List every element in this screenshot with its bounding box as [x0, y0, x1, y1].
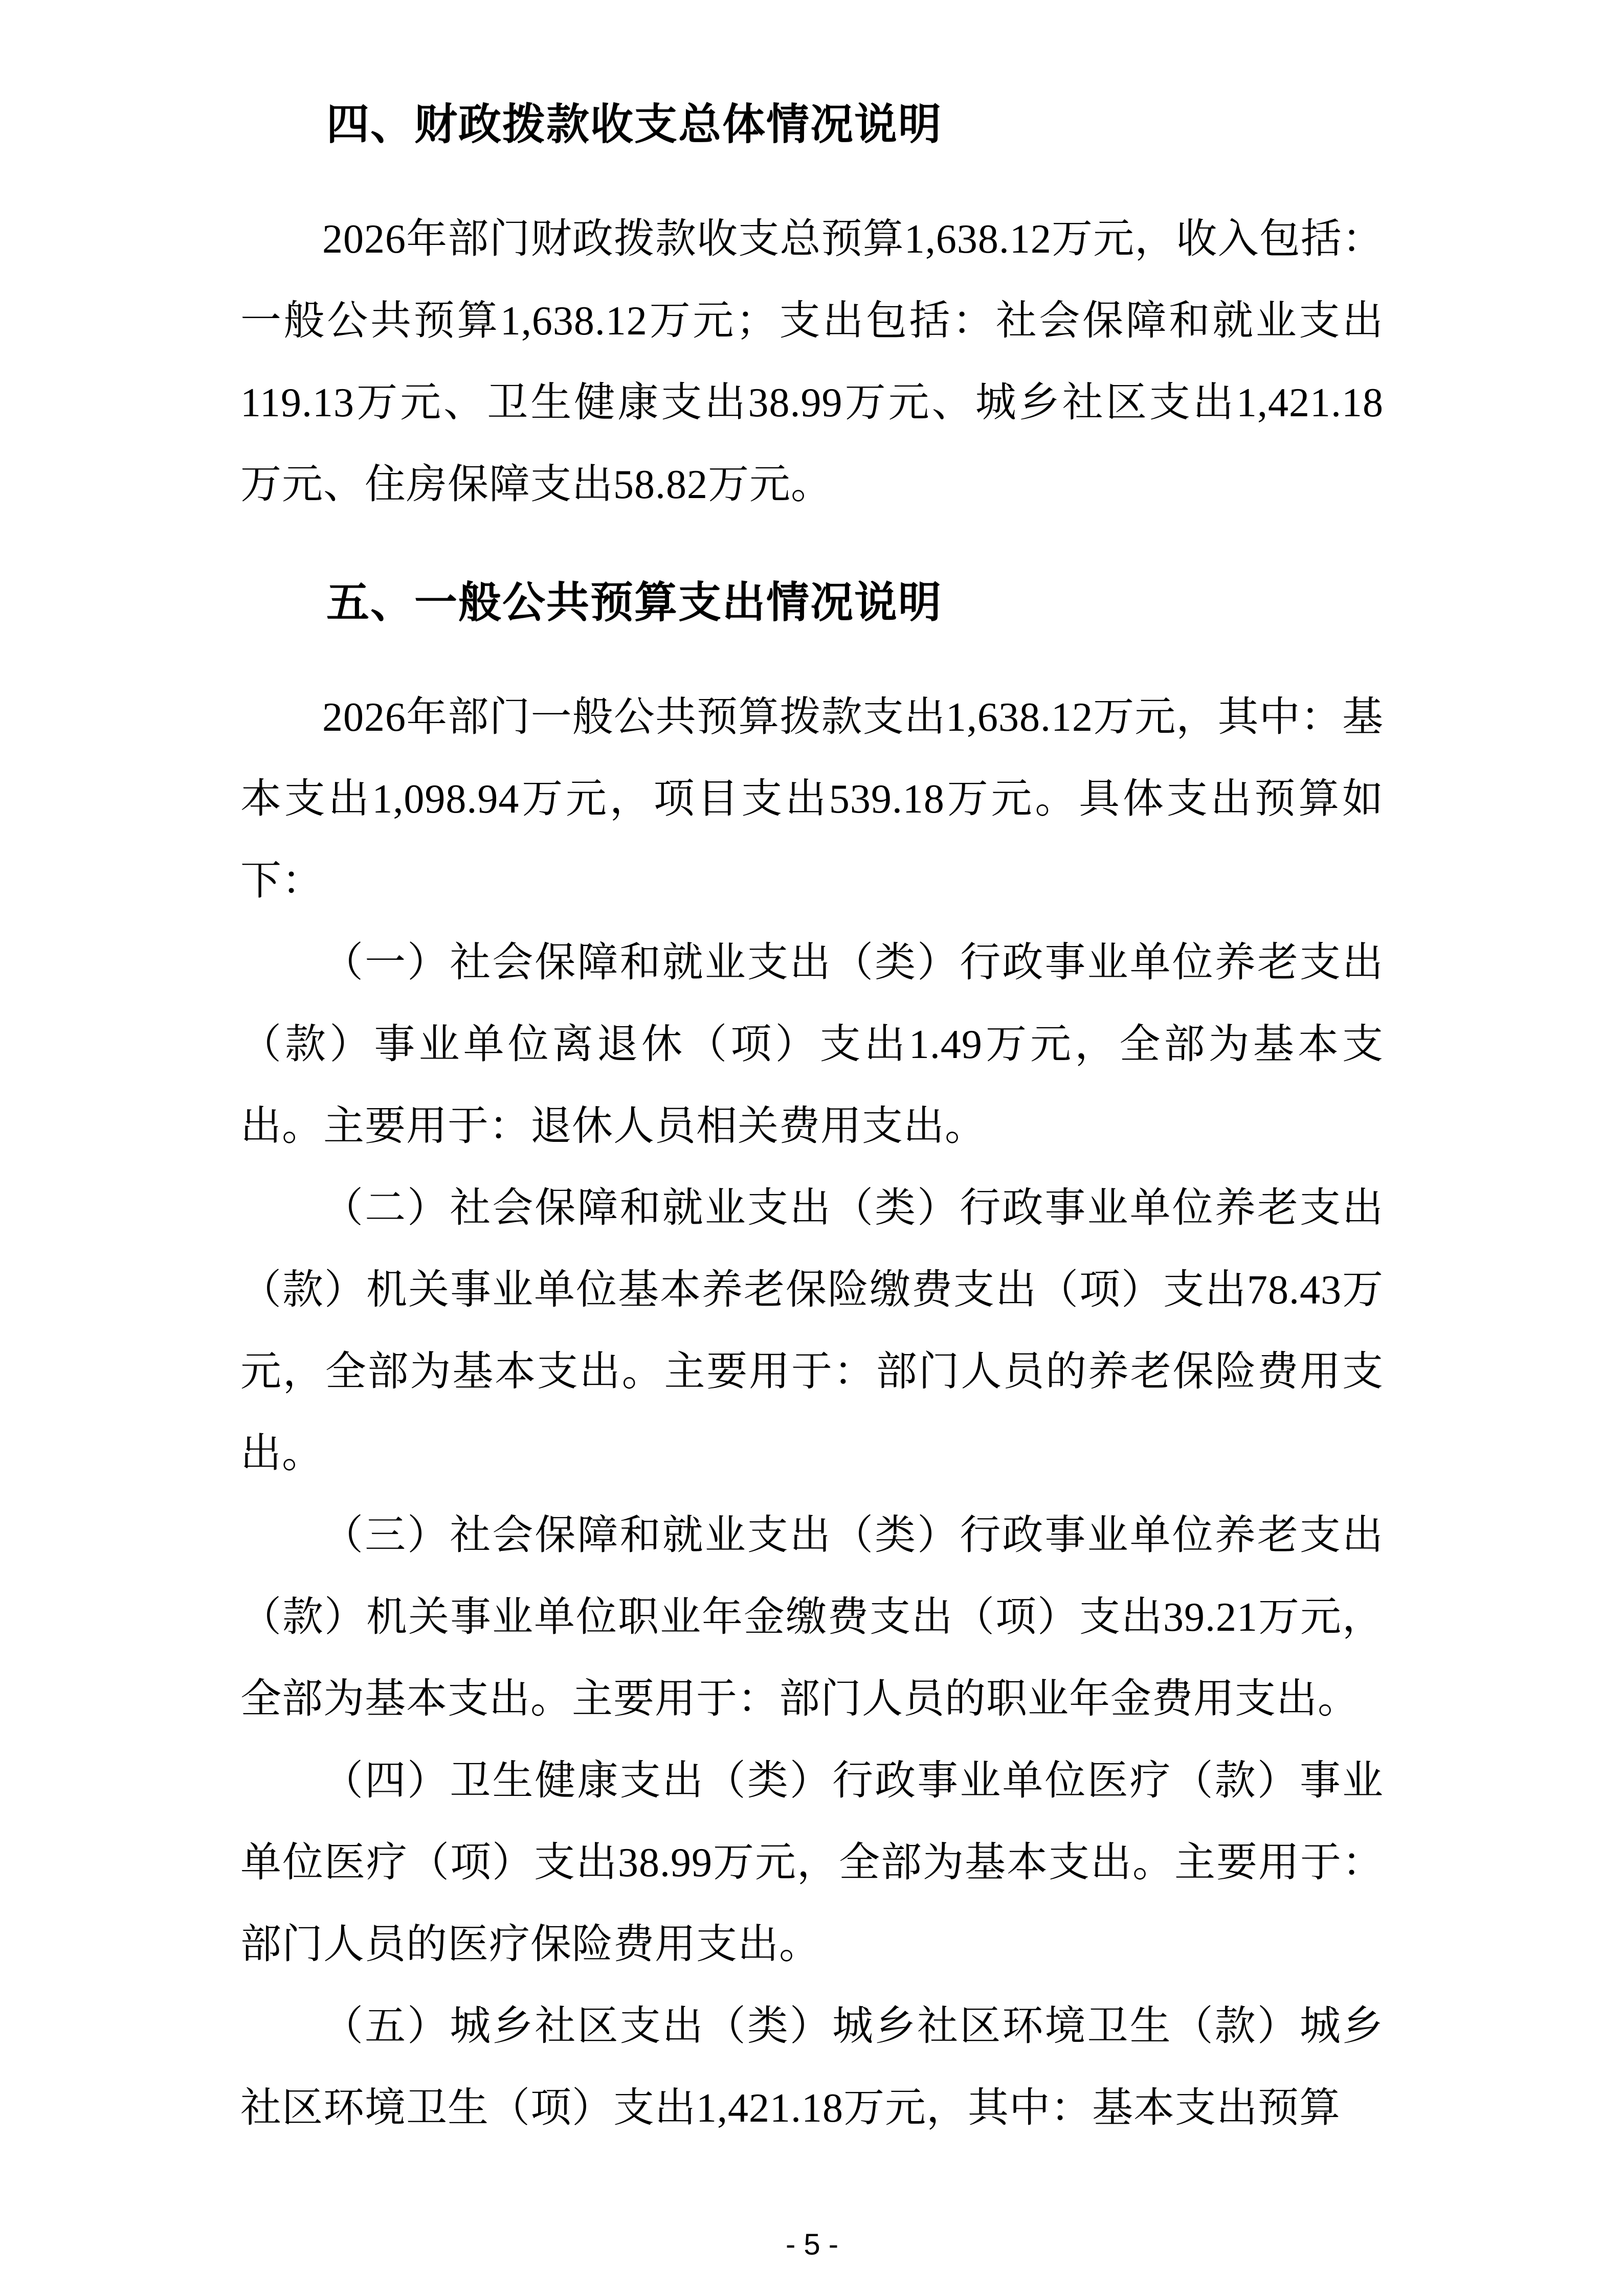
paragraph-item-2-basic-pension-insurance: （二）社会保障和就业支出（类）行政事业单位养老支出（款）机关事业单位基本养老保险缴费支出（项）支出78.43万元，全部为基本支出。主要用于：部门人员的养老保险费用支出。 [240, 1186, 1384, 1476]
paragraph-fiscal-appropriation-summary: 2026年部门财政拨款收支总预算1,638.12万元，收入包括：一般公共预算1,638.12万元；支出包括：社会保障和就业支出119.13万元、卫生健康支出38.99万元、城乡社区支出1,421.18万元、住房保障支出58.82万元。 [240, 217, 1384, 507]
paragraph-item-5-urban-rural-community: （五）城乡社区支出（类）城乡社区环境卫生（款）城乡社区环境卫生（项）支出1,421.18万元，其中：基本支出预算 [240, 2004, 1384, 2131]
paragraph-budget-expenditure-summary: 2026年部门一般公共预算拨款支出1,638.12万元，其中：基本支出1,098.94万元，项目支出539.18万元。具体支出预算如下： [240, 695, 1384, 904]
section-heading-general-public-budget-expenditure: 五、一般公共预算支出情况说明 [326, 578, 943, 626]
paragraph-item-3-occupational-annuity: （三）社会保障和就业支出（类）行政事业单位养老支出（款）机关事业单位职业年金缴费支出（项）支出39.21万元，全部为基本支出。主要用于：部门人员的职业年金费用支出。 [240, 1513, 1384, 1722]
paragraph-item-4-health-medical: （四）卫生健康支出（类）行政事业单位医疗（款）事业单位医疗（项）支出38.99万元，全部为基本支出。主要用于：部门人员的医疗保险费用支出。 [240, 1759, 1384, 1967]
section-heading-fiscal-appropriation-overview: 四、财政拨款收支总体情况说明 [326, 100, 943, 148]
paragraph-item-1-social-security-retirement: （一）社会保障和就业支出（类）行政事业单位养老支出（款）事业单位离退休（项）支出1.49万元，全部为基本支出。主要用于：退休人员相关费用支出。 [240, 940, 1384, 1149]
page-number: - 5 - [785, 2228, 839, 2261]
